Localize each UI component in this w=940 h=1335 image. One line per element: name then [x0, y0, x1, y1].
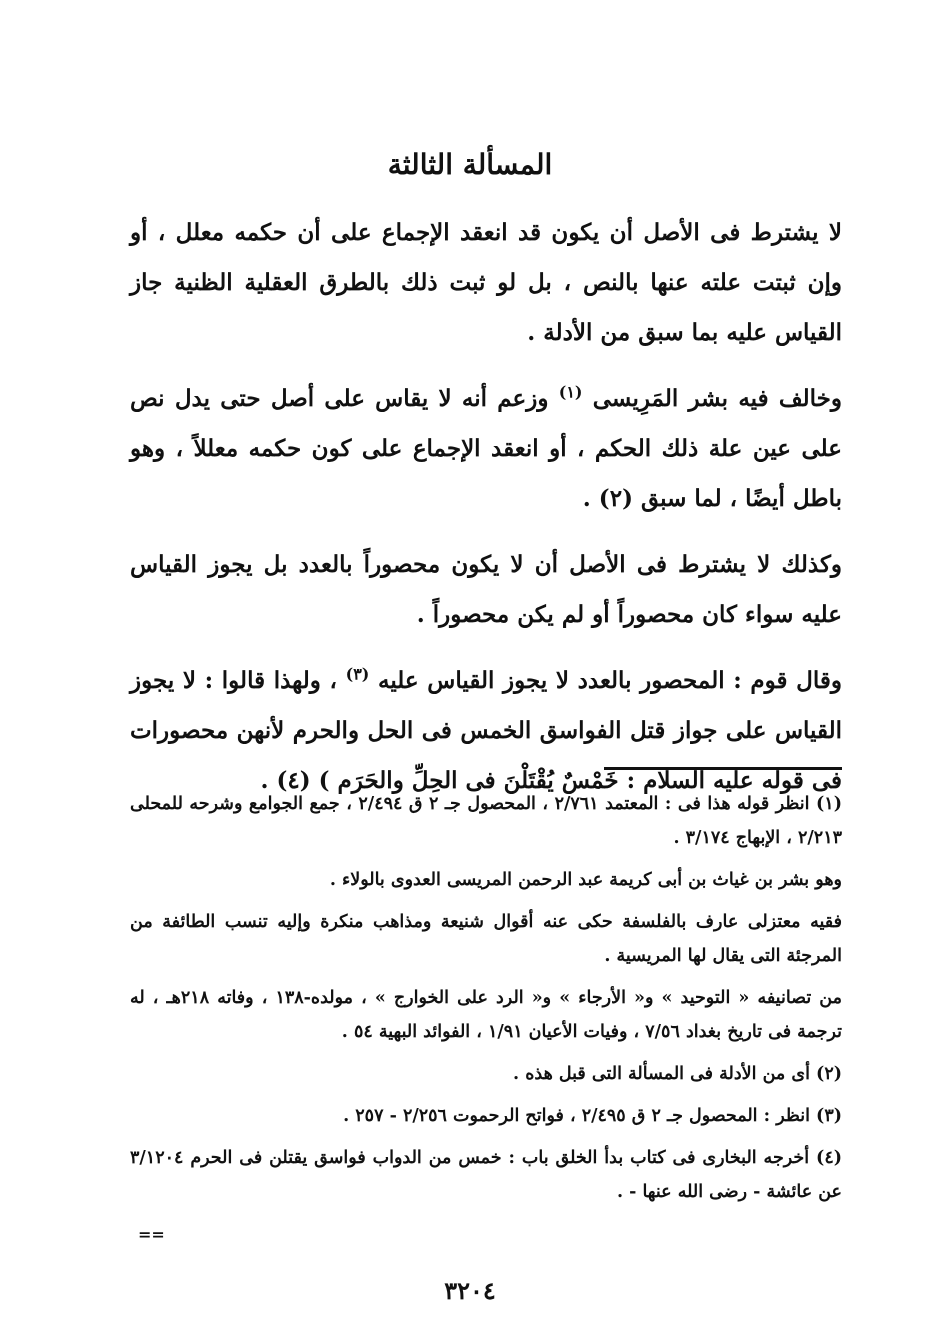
continuation-mark: ==	[138, 1225, 165, 1244]
page-number: ٣٢٠٤	[444, 1276, 496, 1305]
footnote-2: (٢) أى من الأدلة فى المسألة التى قبل هذه .	[513, 1064, 842, 1084]
main-text	[130, 208, 842, 822]
paragraph-2-tail: وزعم أنه لا يقاس على أصل حتى يدل نص على عين علة ذلك الحكم ، أو انعقد الإجماع على كون حكمه معللاً ، وهو باطل أيضًا ، لما سبق (٢) .	[130, 385, 842, 512]
footnote-1-works: من تصانيفه « التوحيد » و« الأرجاء » و« الرد على الخوارج » ، مولده-١٣٨ ، وفاته ٢١٨هـ ، له ترجمة فى تاريخ بغداد ٧/٥٦ ، وفيات الأعيان ١/٩١ ، الفوائد البهية ٥٤ .	[130, 988, 843, 1042]
footnote-3: (٣) انظر : المحصول جـ ٢ ق ٢/٤٩٥ ، فواتح الرحموت ٢/٢٥٦ - ٢٥٧ .	[343, 1106, 842, 1126]
footnote-1: (١) انظر قوله هذا فى : المعتمد ٢/٧٦١ ، المحصول جـ ٢ ق ٢/٤٩٤ ، جمع الجوامع وشرحه للمحلى ٢/٢١٣ ، الإبهاج ٣/١٧٤ .	[130, 794, 842, 848]
footnote-1-bio: وهو بشر بن غياث بن أبى كريمة عبد الرحمن المريسى العدوى بالولاء .	[329, 870, 842, 890]
footnote-divider	[604, 767, 842, 770]
footnote-4: (٤) أخرجه البخارى فى كتاب بدأ الخلق باب : خمس من الدواب فواسق يقتلن فى الحرم ٣/١٢٠٤ عن عائشة - رضى الله عنها - .	[130, 1148, 842, 1202]
paragraph-2-text: وخالف فيه بشر المَرِيسى	[592, 385, 842, 412]
paragraph-2	[130, 374, 842, 524]
paragraph-4-tail: ، ولهذا قالوا : لا يجوز القياس على جواز قتل الفواسق الخمس فى الحل والحرم لأنهن محصورات فى قوله عليه السلام : خَمْسٌ يُقْتَلْنَ فى الحِلِّ والحَرَم ) (٤) .	[130, 667, 842, 794]
section-title: المسألة الثالثة	[387, 148, 553, 181]
footnotes	[130, 787, 842, 1217]
paragraph-1	[130, 208, 842, 358]
footnote-ref-1: (١)	[558, 382, 583, 402]
footnote-1-desc: فقيه معتزلى عارف بالفلسفة حكى عنه أقوال شنيعة ومذاهب منكرة وإليه تنسب الطائفة من المرجئة التى يقال لها المريسية .	[130, 912, 842, 966]
footnote-ref-3: (٣)	[345, 664, 370, 684]
paragraph-4-lead: وقال قوم :	[733, 667, 842, 694]
paragraph-4-text: المحصور بالعدد لا يجوز القياس عليه	[378, 667, 725, 694]
paragraph-4	[130, 656, 842, 806]
paragraph-1-text: لا يشترط فى الأصل أن يكون قد انعقد الإجماع على أن حكمه معلل ، أو وإن ثبتت علته عنها بالنص ، بل لو ثبت ذلك بالطرق العقلية الظنية جاز القياس عليه بما سبق من الأدلة .	[130, 219, 842, 346]
paragraph-3-text: وكذلك لا يشترط فى الأصل أن لا يكون محصوراً بالعدد بل يجوز القياس عليه سواء كان محصوراً أو لم يكن محصوراً .	[130, 551, 842, 628]
paragraph-3	[130, 540, 842, 640]
